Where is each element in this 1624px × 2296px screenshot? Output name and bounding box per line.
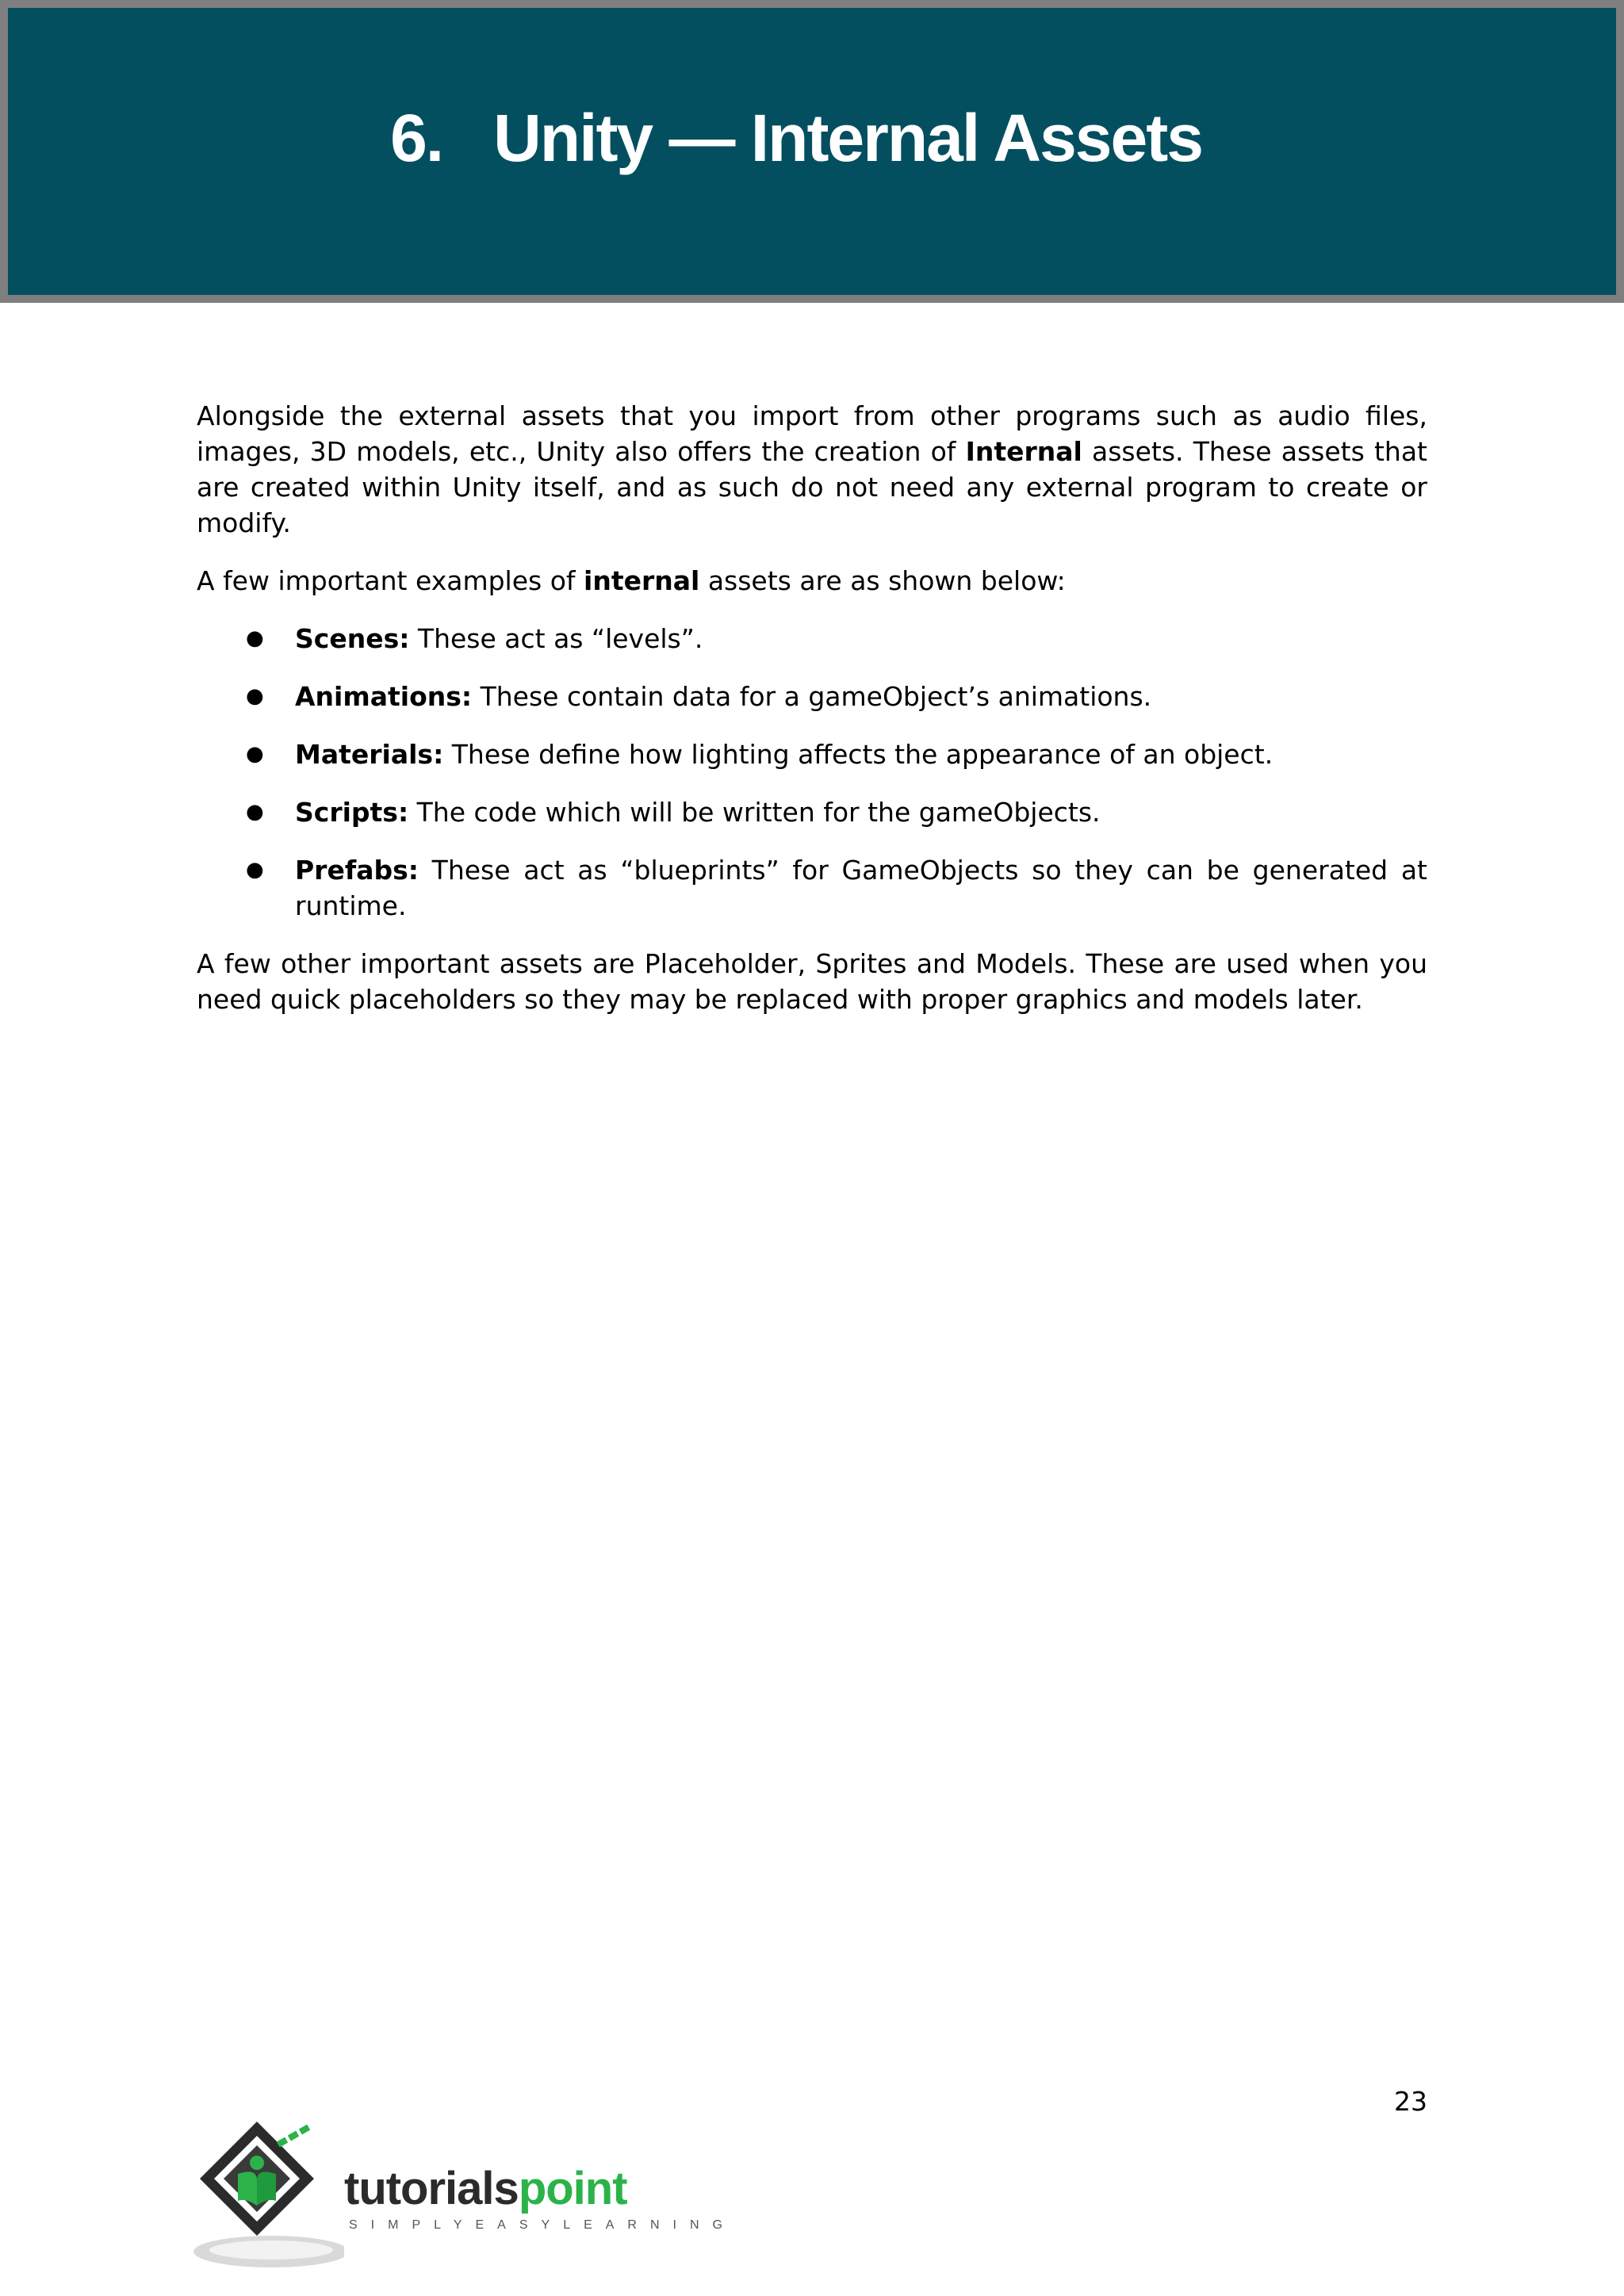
bullet-icon: ● (246, 858, 264, 882)
chapter-title: 6. Unity — Internal Assets (390, 101, 1202, 175)
list-item-text: These act as “levels”. (409, 623, 703, 654)
bullet-icon: ● (246, 742, 264, 766)
page-content (197, 398, 1427, 1039)
list-item-scenes (197, 621, 1427, 656)
list-item-prefabs (197, 852, 1427, 924)
logo-wordmark (344, 2161, 627, 2217)
bullet-icon: ● (246, 684, 264, 708)
closing-paragraph: A few other important assets are Placeholder, Sprites and Models. These are used when you need quick placeholders so they may be replaced with proper graphics and models later. (197, 948, 1427, 1015)
intro-paragraph (197, 398, 1427, 541)
list-item-term: Scripts: (295, 797, 409, 828)
list-item-term: Scenes: (295, 623, 410, 654)
bullet-icon: ● (246, 626, 264, 650)
list-item-term: Animations: (295, 681, 473, 712)
logo-word-green: point (518, 2163, 627, 2214)
list-item-animations (197, 679, 1427, 714)
logo-mark-icon (193, 2115, 344, 2274)
examples-intro-start: A few important examples of (197, 565, 584, 596)
examples-intro-bold: internal (584, 565, 700, 596)
intro-text-start: Alongside the external assets that you import from other programs such as audio files, images, 3D models, etc., Unity also offers the creation of (197, 400, 1427, 467)
list-item-scripts (197, 794, 1427, 830)
examples-intro-paragraph (197, 563, 1427, 599)
intro-bold-term: Internal (965, 436, 1082, 467)
page-number: 23 (1394, 2086, 1427, 2117)
examples-intro-end: assets are as shown below: (699, 565, 1066, 596)
intro-text-end: assets. These assets that are created within Unity itself, and as such do not need any external program to create or modify. (197, 436, 1427, 538)
list-item-materials (197, 737, 1427, 772)
list-item-text: These contain data for a gameObject’s animations. (472, 681, 1152, 712)
list-item-term: Materials: (295, 739, 444, 770)
chapter-header-banner (0, 0, 1624, 303)
list-item-text: These act as “blueprints” for GameObjects so they can be generated at runtime. (295, 855, 1427, 921)
list-item-term: Prefabs: (295, 855, 419, 886)
internal-assets-list (197, 621, 1427, 924)
logo-tagline: SIMPLYEASYLEARNING (349, 2218, 736, 2232)
tutorialspoint-logo (193, 2115, 736, 2274)
logo-word-dark: tutorials (344, 2163, 519, 2214)
list-item-text: These define how lighting affects the appearance of an object. (443, 739, 1274, 770)
list-item-text: The code which will be written for the gameObjects. (408, 797, 1101, 828)
bullet-icon: ● (246, 800, 264, 824)
